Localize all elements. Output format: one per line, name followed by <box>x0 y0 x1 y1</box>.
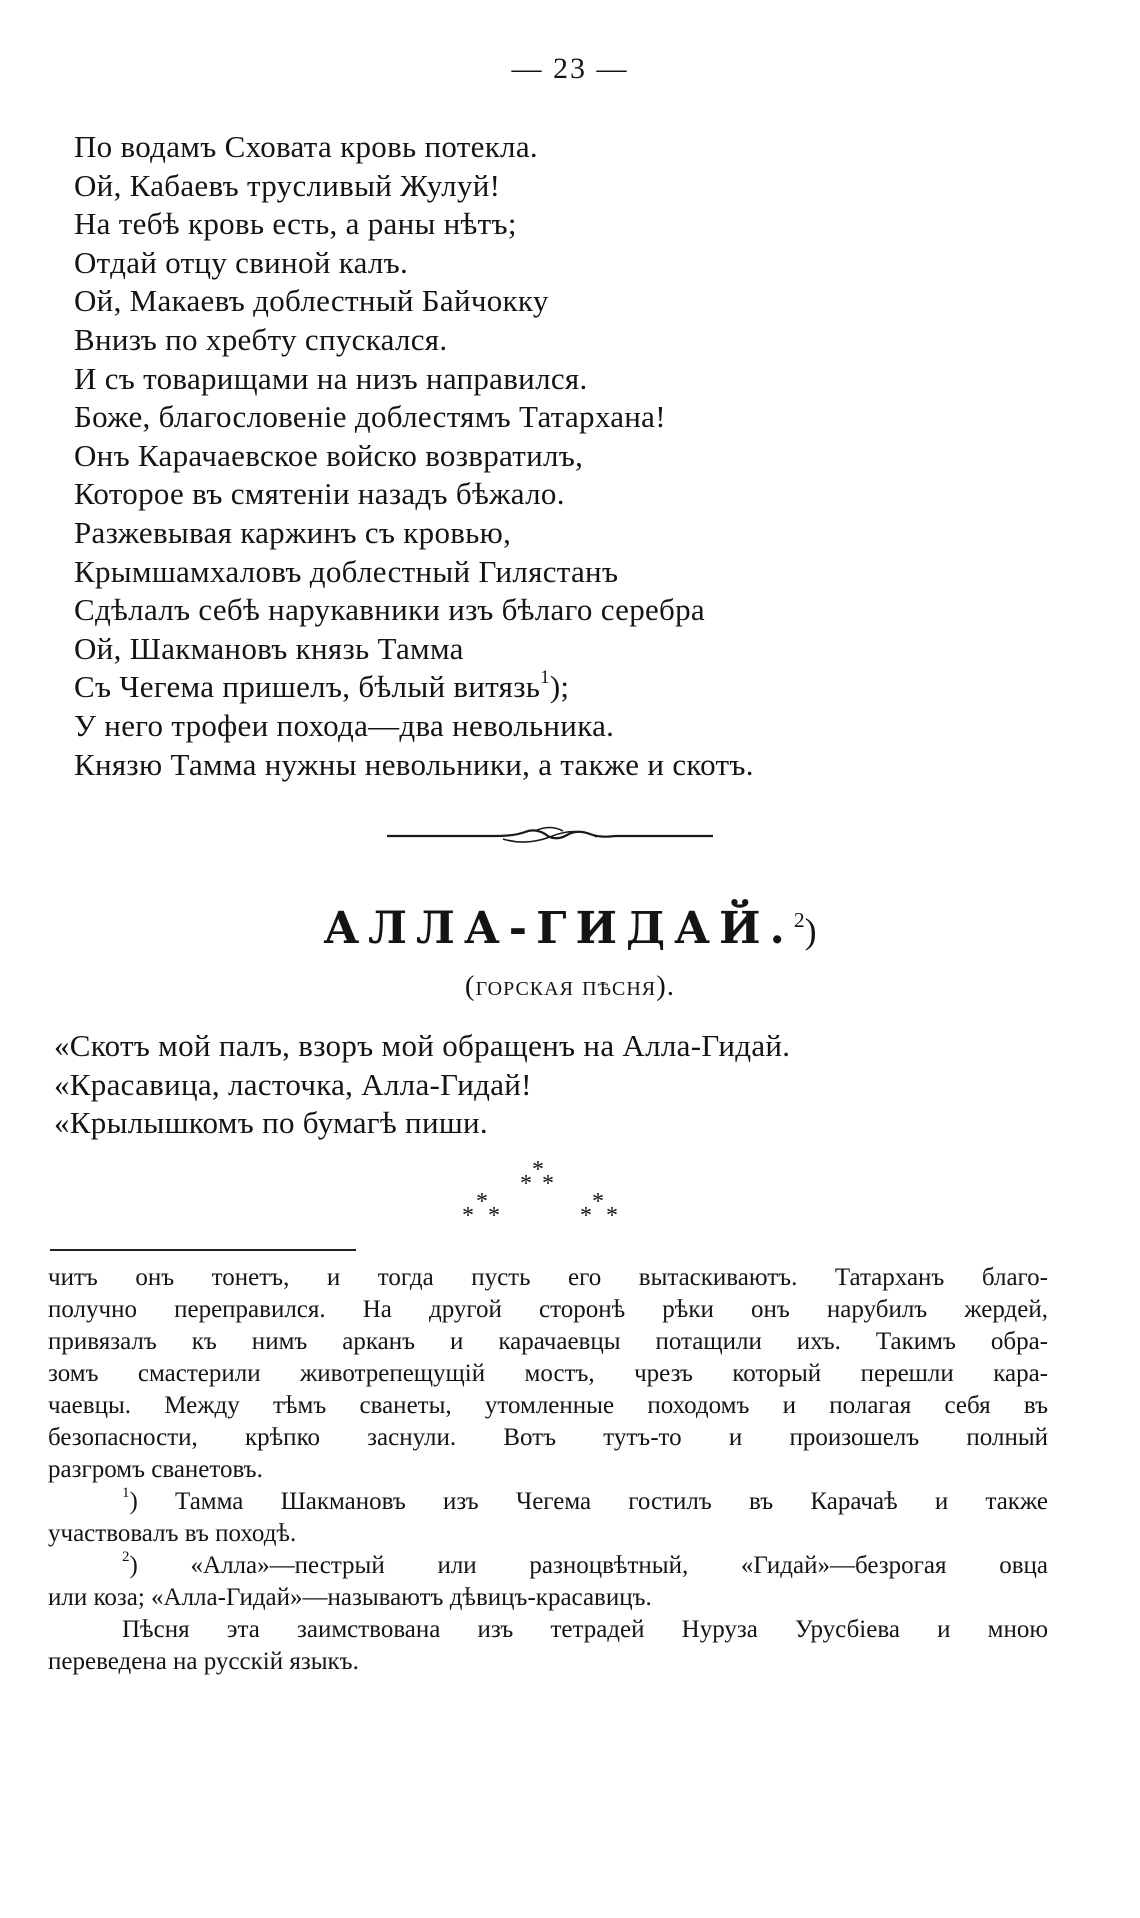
poem-line: Отдай отцу свиной калъ. <box>74 244 409 280</box>
poem-line: Ой, Макаевъ доблестный Байчокку <box>74 283 549 319</box>
asterisk: * <box>462 1203 474 1229</box>
footnote-rule <box>50 1249 356 1251</box>
poem-line: Крымшамхаловъ доблестный Гилястанъ <box>74 553 619 589</box>
poem-line: У него трофеи похода—два невольника. <box>74 707 615 743</box>
poem-line: Разжевывая каржинъ съ кровью, <box>74 514 512 550</box>
footnote-line: получно переправился. На другой сторонѣ рѣки онъ нарубилъ жердей, <box>48 1296 1048 1323</box>
song-title <box>0 903 1140 954</box>
poem-line: И съ товарищами на низъ направился. <box>74 360 588 396</box>
footnote-1 <box>48 1486 1048 1518</box>
song-subtitle: (горская пѣсня). <box>464 970 676 1002</box>
song-title-tail: ) <box>804 911 817 951</box>
asterisk: * <box>476 1189 488 1215</box>
footnote-ref: 2 <box>793 907 805 932</box>
poem-line-tail: ); <box>549 669 570 705</box>
poem-line: Боже, благословеніе доблестямъ Татархана! <box>74 399 666 435</box>
footnote-line: или коза; «Алла-Гидай»—называютъ дѣвицъ-красавицъ. <box>48 1584 652 1611</box>
poem-line: Сдѣлалъ себѣ нарукавники изъ бѣлаго серебра <box>74 592 705 628</box>
poem-text <box>74 128 1074 784</box>
poem-line: Которое въ смятеніи назадъ бѣжало. <box>74 476 565 512</box>
poem-line: По водамъ Сховата кровь потекла. <box>74 129 538 164</box>
asterism-separator <box>450 1158 640 1238</box>
poem-line: Внизъ по хребту спускался. <box>74 321 448 357</box>
asterisk: * <box>580 1203 592 1229</box>
footnote-text: ) Тамма Шакмановъ изъ Чегема гостилъ въ Карачаѣ и также <box>129 1488 1048 1515</box>
asterisk: * <box>592 1189 604 1215</box>
song-text <box>54 1027 1094 1143</box>
footnote-text: ) «Алла»—пестрый или разноцвѣтный, «Гидай»—безрогая овца <box>129 1552 1048 1579</box>
poem-line: Ой, Кабаевъ трусливый Жулуй! <box>74 167 501 203</box>
poem-line <box>74 668 1074 707</box>
footnote-line: чаевцы. Между тѣмъ сванеты, утомленные походомъ и полагая себя въ <box>48 1392 1048 1419</box>
footnote-line: переведена на русскій языкъ. <box>48 1648 359 1675</box>
footnotes <box>48 1262 1048 1678</box>
song-line: «Крылышкомъ по бумагѣ пиши. <box>54 1105 488 1141</box>
poem-line: На тебѣ кровь есть, а раны нѣтъ; <box>74 206 517 242</box>
song-line: «Красавица, ласточка, Алла-Гидай! <box>54 1066 532 1102</box>
footnote-line: читъ онъ тонетъ, и тогда пусть его вытаскиваютъ. Татарханъ благо- <box>48 1264 1048 1291</box>
footnote-line: участвовалъ въ походѣ. <box>48 1520 297 1547</box>
song-title-text: АЛЛА-ГИДАЙ. <box>323 903 794 954</box>
song-line: «Скотъ мой палъ, взоръ мой обращенъ на Алла-Гидай. <box>54 1028 791 1063</box>
asterisk: * <box>532 1157 544 1183</box>
poem-line: Онъ Карачаевское войско возвратилъ, <box>74 437 584 473</box>
poem-line: Ой, Шакмановъ князь Тамма <box>74 630 464 666</box>
footnote-mark: 1 <box>122 1485 130 1502</box>
footnote-ref: 1 <box>540 667 550 689</box>
asterisk: * <box>520 1171 532 1197</box>
poem-line: Князю Тамма нужны невольники, а также и скотъ. <box>74 746 754 782</box>
footnote-line: разгромъ сванетовъ. <box>48 1456 263 1483</box>
asterisk: * <box>606 1203 618 1229</box>
footnote-line: привязалъ къ нимъ арканъ и карачаевцы потащили ихъ. Такимъ обра- <box>48 1328 1048 1355</box>
source-note: Пѣсня эта заимствована изъ тетрадей Нуруза Урусбіева и мною <box>122 1616 1048 1643</box>
ornament-divider <box>385 822 715 850</box>
poem-line-text: Съ Чегема пришелъ, бѣлый витязь <box>74 669 541 705</box>
asterisk: * <box>488 1203 500 1229</box>
asterisk: * <box>542 1171 554 1197</box>
footnote-2 <box>48 1550 1048 1582</box>
page-number: — 23 — <box>511 52 629 85</box>
footnote-mark: 2 <box>122 1549 130 1566</box>
footnote-line: безопасности, крѣпко заснули. Вотъ тутъ-то и произошелъ полный <box>48 1424 1048 1451</box>
footnote-line: зомъ смастерили животрепещущій мостъ, чрезъ который перешли кара- <box>48 1360 1048 1387</box>
